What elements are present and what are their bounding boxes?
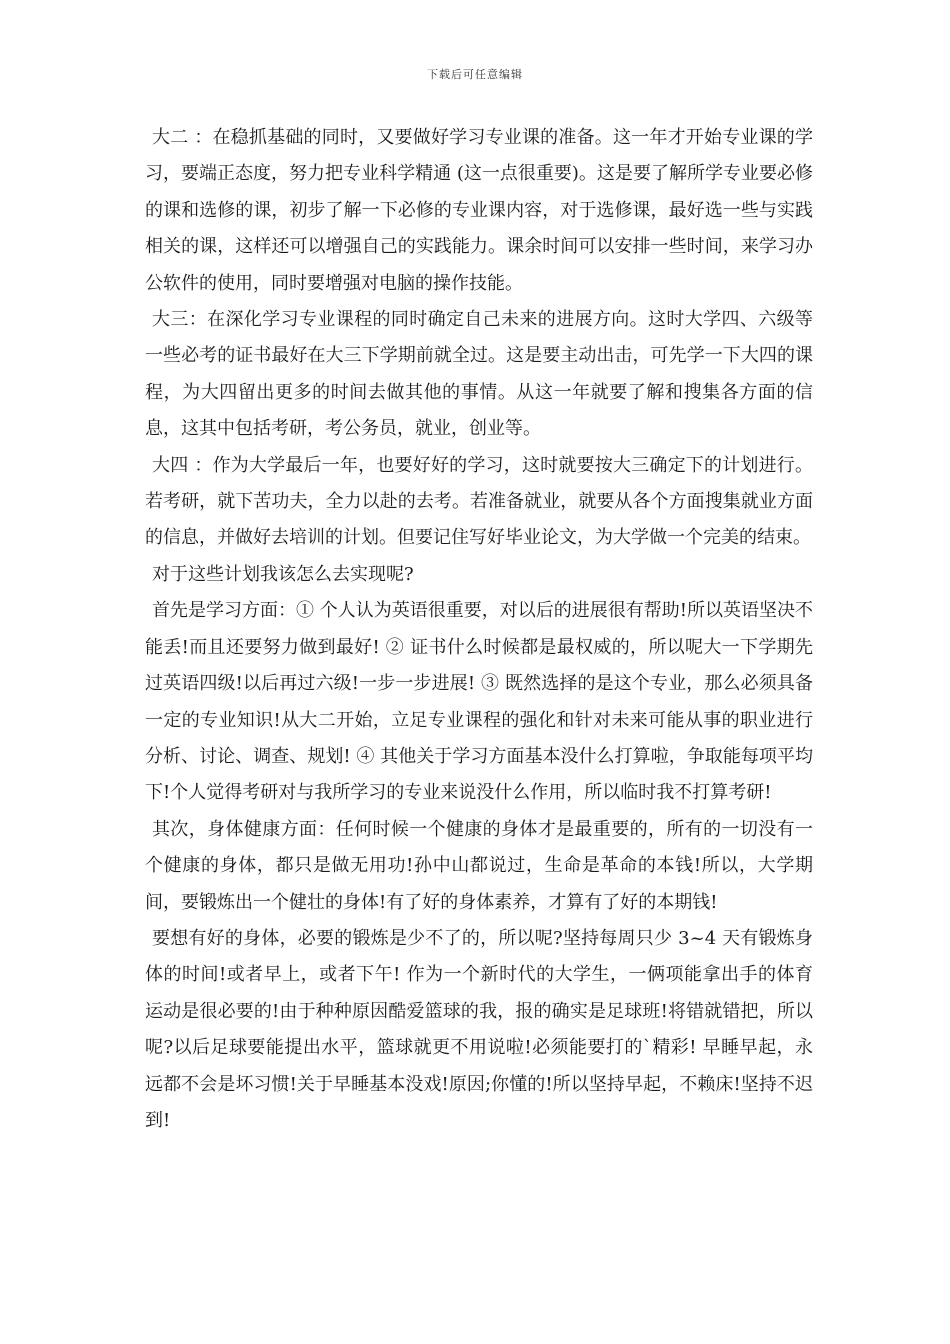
paragraph-study-aspect: 首先是学习方面：① 个人认为英语很重要，对以后的进展很有帮助!所以英语坚决不能丢!而且还要努力做到最好! ② 证书什么时候都是最权威的，所以呢大一下学期先过英语四级!以后再过六级!一步一步进展! ③ 既然选择的是这个专业，那么必须具备一定的专业知识!从大二开始，立足专业课程的强化和针对未来可能从事的职业进行分析、讨论、调查、规划! ④ 其他关于学习方面基本没什么打算啦，争取能每项平均下!个人觉得考研对与我所学习的专业来说没什么作用，所以临时我不打算考研!: [145, 600, 813, 804]
document-body: [145, 120, 813, 1139]
paragraph-senior-plan: 大四 ：作为大学最后一年，也要好好的学习，这时就要按大三确定下的计划进行。若考研，就下苦功夫，全力以赴的去考。若准备就业，就要从各个方面搜集就业方面的信息，并做好去培训的计划。但要记住写好毕业论文，为大学做一个完美的结束。: [145, 454, 813, 549]
paragraph-exercise: 要想有好的身体，必要的锻炼是少不了的，所以呢?坚持每周只少 3~4 天有锻炼身体的时间!或者早上，或者下午! 作为一个新时代的大学生，一俩项能拿出手的体育运动是很必要的!由于种种原因酷爱篮球的我，报的确实是足球班!将错就错把，所以呢?以后足球要能提出水平，篮球就更不用说啦!必须能要打的`精彩! 早睡早起，永远都不会是坏习惯!关于早睡基本没戏!原因;你懂的!所以坚持早起，不赖床!坚持不迟到!: [145, 927, 813, 1131]
paragraph-sophomore-plan: 大二 ：在稳抓基础的同时，又要做好学习专业课的准备。这一年才开始专业课的学习，要端正态度，努力把专业科学精通 (这一点很重要)。这是要了解所学专业要必修的课和选修的课，初步了解一下必修的专业课内容，对于选修课，最好选一些与实践相关的课，这样还可以增强自己的实践能力。课余时间可以安排一些时间，来学习办公软件的使用，同时要增强对电脑的操作技能。: [145, 127, 813, 294]
paragraph-health-aspect: 其次，身体健康方面：任何时候一个健康的身体才是最重要的，所有的一切没有一个健康的身体，都只是做无用功!孙中山都说过，生命是革命的本钱!所以，大学期间，要锻炼出一个健壮的身体!有了好的身体素养，才算有了好的本期钱!: [145, 818, 813, 913]
paragraph-junior-plan: 大三：在深化学习专业课程的同时确定自己未来的进展方向。这时大学四、六级等一些必考的证书最好在大三下学期前就全过。这是要主动出击，可先学一下大四的课程，为大四留出更多的时间去做其他的事情。从这一年就要了解和搜集各方面的信息，这其中包括考研，考公务员，就业，创业等。: [145, 309, 813, 440]
page-header-caption: 下载后可任意编辑: [427, 68, 523, 81]
paragraph-question: 对于这些计划我该怎么去实现呢?: [152, 563, 414, 585]
